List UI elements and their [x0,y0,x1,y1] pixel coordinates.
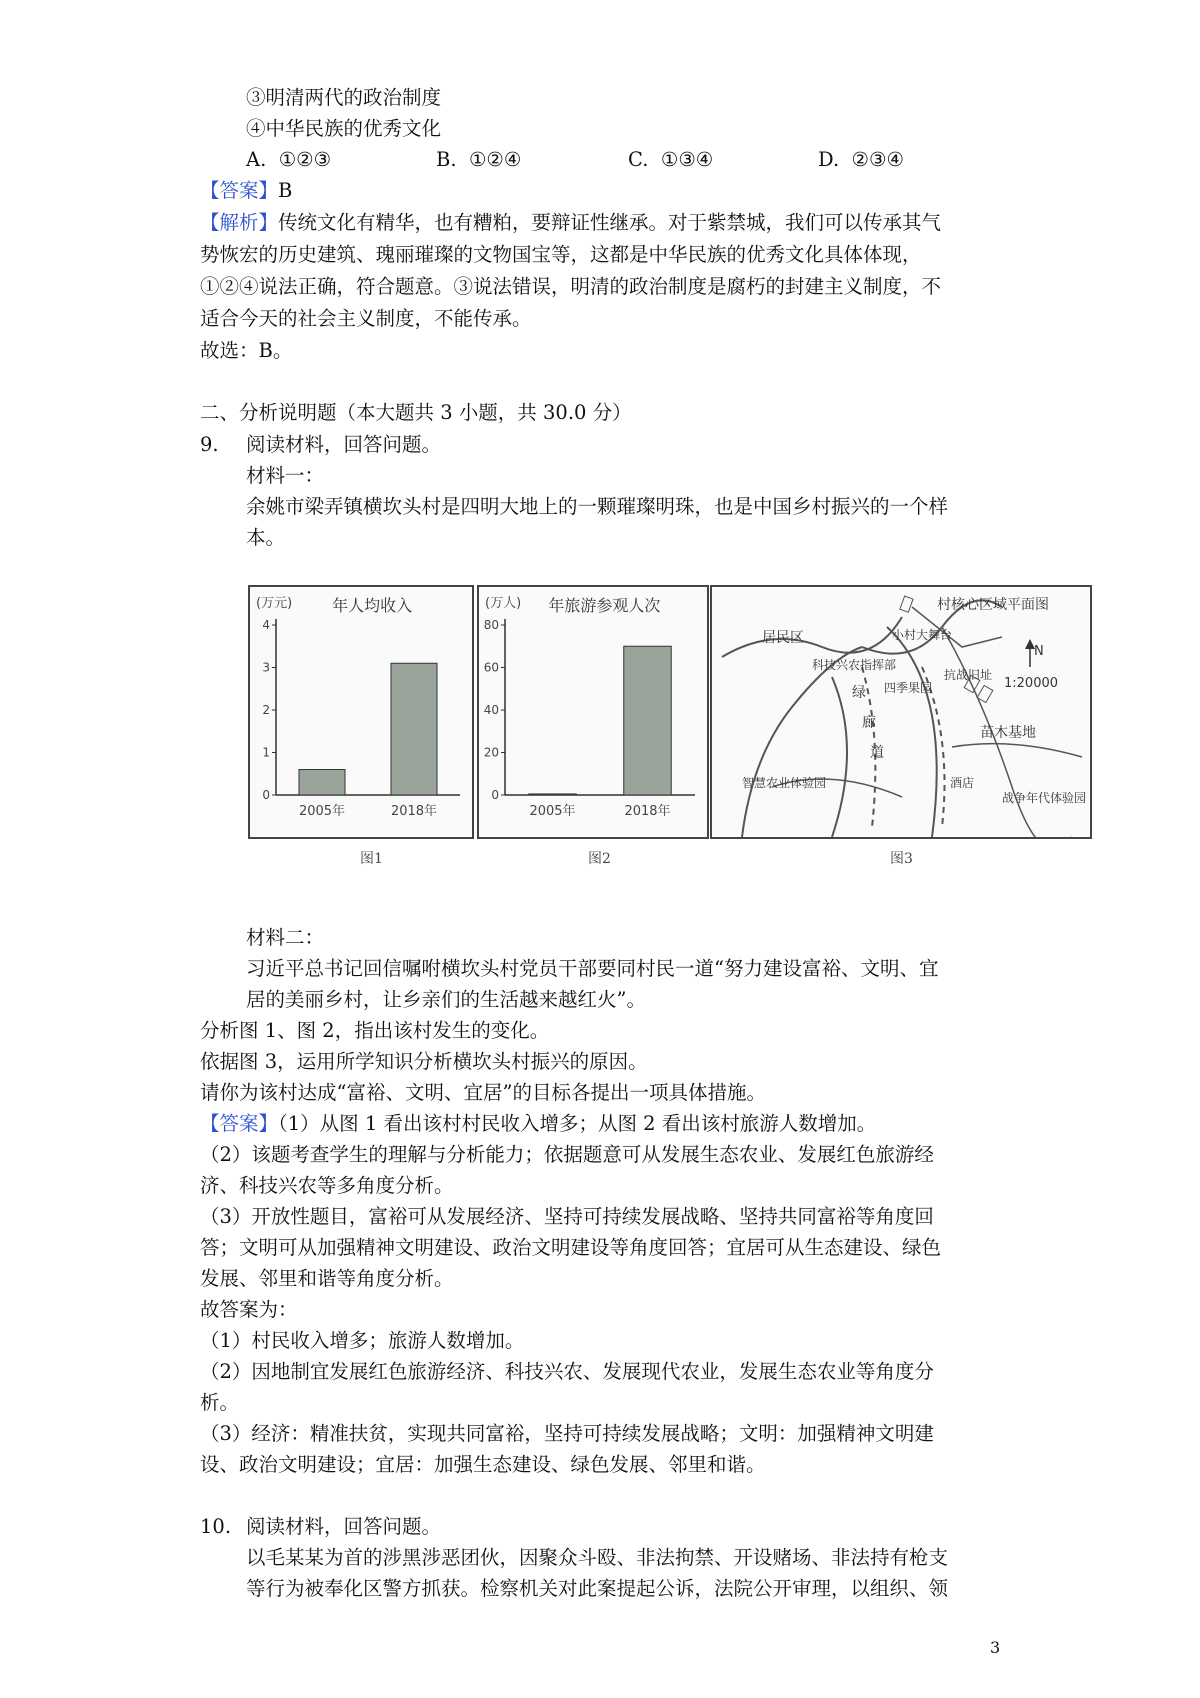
chart-1-ytick-label-2: 2 [262,703,270,717]
chart-2-bar-1 [624,646,672,795]
answer-tag: 【答案】 [200,179,279,202]
q9-answer-line-9: （2）因地制宜发展红色旅游经济、科技兴农、发展现代农业，发展生态农业等角度分 [200,1360,934,1383]
q10-line-1: 以毛某某为首的涉黑涉恶团伙，因聚众斗殴、非法拘禁、开设赌场、非法持有枪支 [246,1546,949,1569]
map-label-orchard: 四季果园 [884,681,933,695]
q8-item-3: ③明清两代的政治制度 [246,86,442,109]
chart-2-category-1: 2018年 [624,804,671,819]
figure-2-caption: 图2 [588,851,611,867]
q9-material2-label: 材料二： [246,926,325,949]
chart-1-svg [250,587,472,837]
map-label-smart-farm: 智慧农业体验园 [742,776,827,790]
chart-2-unit: (万人) [485,596,522,611]
map-label-residential: 居民区 [762,630,804,646]
chart-1-bar-1 [391,663,437,795]
q9-answer-line-7: 故答案为： [200,1298,298,1321]
map-label-stage: 小村大舞台 [892,628,953,642]
chart-2-title: 年旅游参观人次 [548,596,661,615]
q9-answer-line-1: 【答案】（1）从图 1 看出该村村民收入增多；从图 2 看出该村旅游人数增加。 [200,1112,877,1135]
section-heading: 二、分析说明题（本大题共 3 小题，共 30.0 分） [200,401,632,424]
q8-item-4: ④中华民族的优秀文化 [246,117,442,140]
chart-1-ytick-label-4: 4 [262,618,270,632]
q10-number: 10. [200,1515,232,1538]
q9-task-1: 分析图 1、图 2，指出该村发生的变化。 [200,1019,550,1042]
map-label-war-era: 战争年代体验园 [1002,791,1087,805]
q9-material1-label: 材料一： [246,464,325,487]
map-label-road: 道 [870,745,884,761]
q9-answer-line-12: 设、政治文明建设；宜居：加强生态建设、绿色发展、邻里和谐。 [200,1453,766,1476]
village-core-map [712,587,1090,837]
q9-answer-line-2: （2）该题考查学生的理解与分析能力；依据题意可从发展生态农业、发展红色旅游经 [200,1143,934,1166]
page-number: 3 [990,1638,1001,1657]
q9-answer-line-5: 答；文明可从加强精神文明建设、政治文明建设等角度回答；宜居可从生态建设、绿色 [200,1236,942,1259]
figure-1-caption: 图1 [360,851,383,867]
q9-material2-line-2: 居的美丽乡村，让乡亲们的生活越来越红火”。 [246,988,646,1011]
map-label-tech: 科技兴农指挥部 [812,658,897,672]
figure-1-income-chart [248,585,474,839]
q8-analysis-line-4: 适合今天的社会主义制度，不能传承。 [200,307,532,330]
chart-2-ytick-label-1: 20 [483,745,499,760]
q8-analysis-line-2: 势恢宏的历史建筑、瑰丽璀璨的文物国宝等，这都是中华民族的优秀文化具体体现， [200,243,922,266]
q9-prompt: 阅读材料，回答问题。 [246,433,442,456]
map-scale: 1:20000 [1004,676,1059,691]
figure-2-tourism-chart [477,585,709,839]
q9-material1-line-1: 余姚市梁弄镇横坎头村是四明大地上的一颗璀璨明珠，也是中国乡村振兴的一个样 [246,495,949,518]
q9-answer-line-6: 发展、邻里和谐等角度分析。 [200,1267,454,1290]
map-label-hotel: 酒店 [950,776,975,790]
q9-task-3: 请你为该村达成“富裕、文明、宜居”的目标各提出一项具体措施。 [200,1081,766,1104]
q9-answer-line-4: （3）开放性题目，富裕可从发展经济、坚持可持续发展战略、坚持共同富裕等角度回 [200,1205,934,1228]
option-b: B. ①②④ [436,148,522,171]
chart-2-ytick-label-4: 80 [483,618,499,632]
chart-1-ytick-label-3: 3 [262,660,270,675]
q9-answer-line-8: （1）村民收入增多；旅游人数增加。 [200,1329,525,1352]
q10-line-2: 等行为被奉化区警方抓获。检察机关对此案提起公诉，法院公开审理，以组织、领 [246,1577,949,1600]
q8-choose: 故选：B。 [200,339,293,362]
option-a: A. ①②③ [246,148,332,171]
map-label-corridor: 廊 [862,715,876,731]
chart-1-title: 年人均收入 [332,596,413,615]
map-north: N [1034,644,1044,659]
chart-2-category-0: 2005年 [529,804,576,819]
q9-material2-line-1: 习近平总书记回信嘱咐横坎头村党员干部要同村民一道“努力建设富裕、文明、宜 [246,957,939,980]
chart-1-category-0: 2005年 [298,804,346,819]
figure-3-map [710,585,1092,839]
chart-2-ytick-label-0: 0 [491,788,499,802]
q8-answer: 【答案】B [200,179,293,202]
q10-prompt: 阅读材料，回答问题。 [246,1515,442,1538]
option-c: C. ①③④ [628,148,714,171]
q8-analysis-line-1: 【解析】传统文化有精华，也有糟粕，要辩证性继承。对于紫禁城，我们可以传承其气 [200,211,942,234]
chart-1-bar-0 [299,770,345,796]
chart-1-unit: (万元) [256,596,293,611]
chart-2-svg [479,587,707,837]
analysis-tag: 【解析】 [200,211,279,234]
answer-tag: 【答案】 [200,1112,279,1135]
map-label-nursery: 苗木基地 [980,725,1036,741]
chart-1-ytick-label-1: 1 [262,745,270,760]
map-title: 村核心区域平面图 [937,597,1049,613]
q9-answer-line-3: 济、科技兴农等多角度分析。 [200,1174,454,1197]
option-d: D. ②③④ [818,148,904,171]
chart-2-ytick-label-2: 40 [483,703,499,717]
chart-2-bar-0 [529,794,577,795]
q9-task-2: 依据图 3，运用所学知识分析横坎头村振兴的原因。 [200,1050,648,1073]
q9-material1-line-2: 本。 [246,526,286,549]
figure-3-caption: 图3 [890,851,913,867]
chart-2-ytick-label-3: 60 [483,660,499,675]
chart-1-category-1: 2018年 [390,804,438,819]
q9-answer-line-10: 析。 [200,1391,240,1414]
q9-answer-line-11: （3）经济：精准扶贫，实现共同富裕，坚持可持续发展战略；文明：加强精神文明建 [200,1422,934,1445]
map-label-green: 绿 [852,685,866,701]
map-label-site: 抗战旧址 [944,668,993,682]
q9-number: 9. [200,433,219,456]
q8-analysis-line-3: ①②④说法正确，符合题意。③说法错误，明清的政治制度是腐朽的封建主义制度，不 [200,275,942,298]
chart-1-ytick-label-0: 0 [262,788,270,802]
